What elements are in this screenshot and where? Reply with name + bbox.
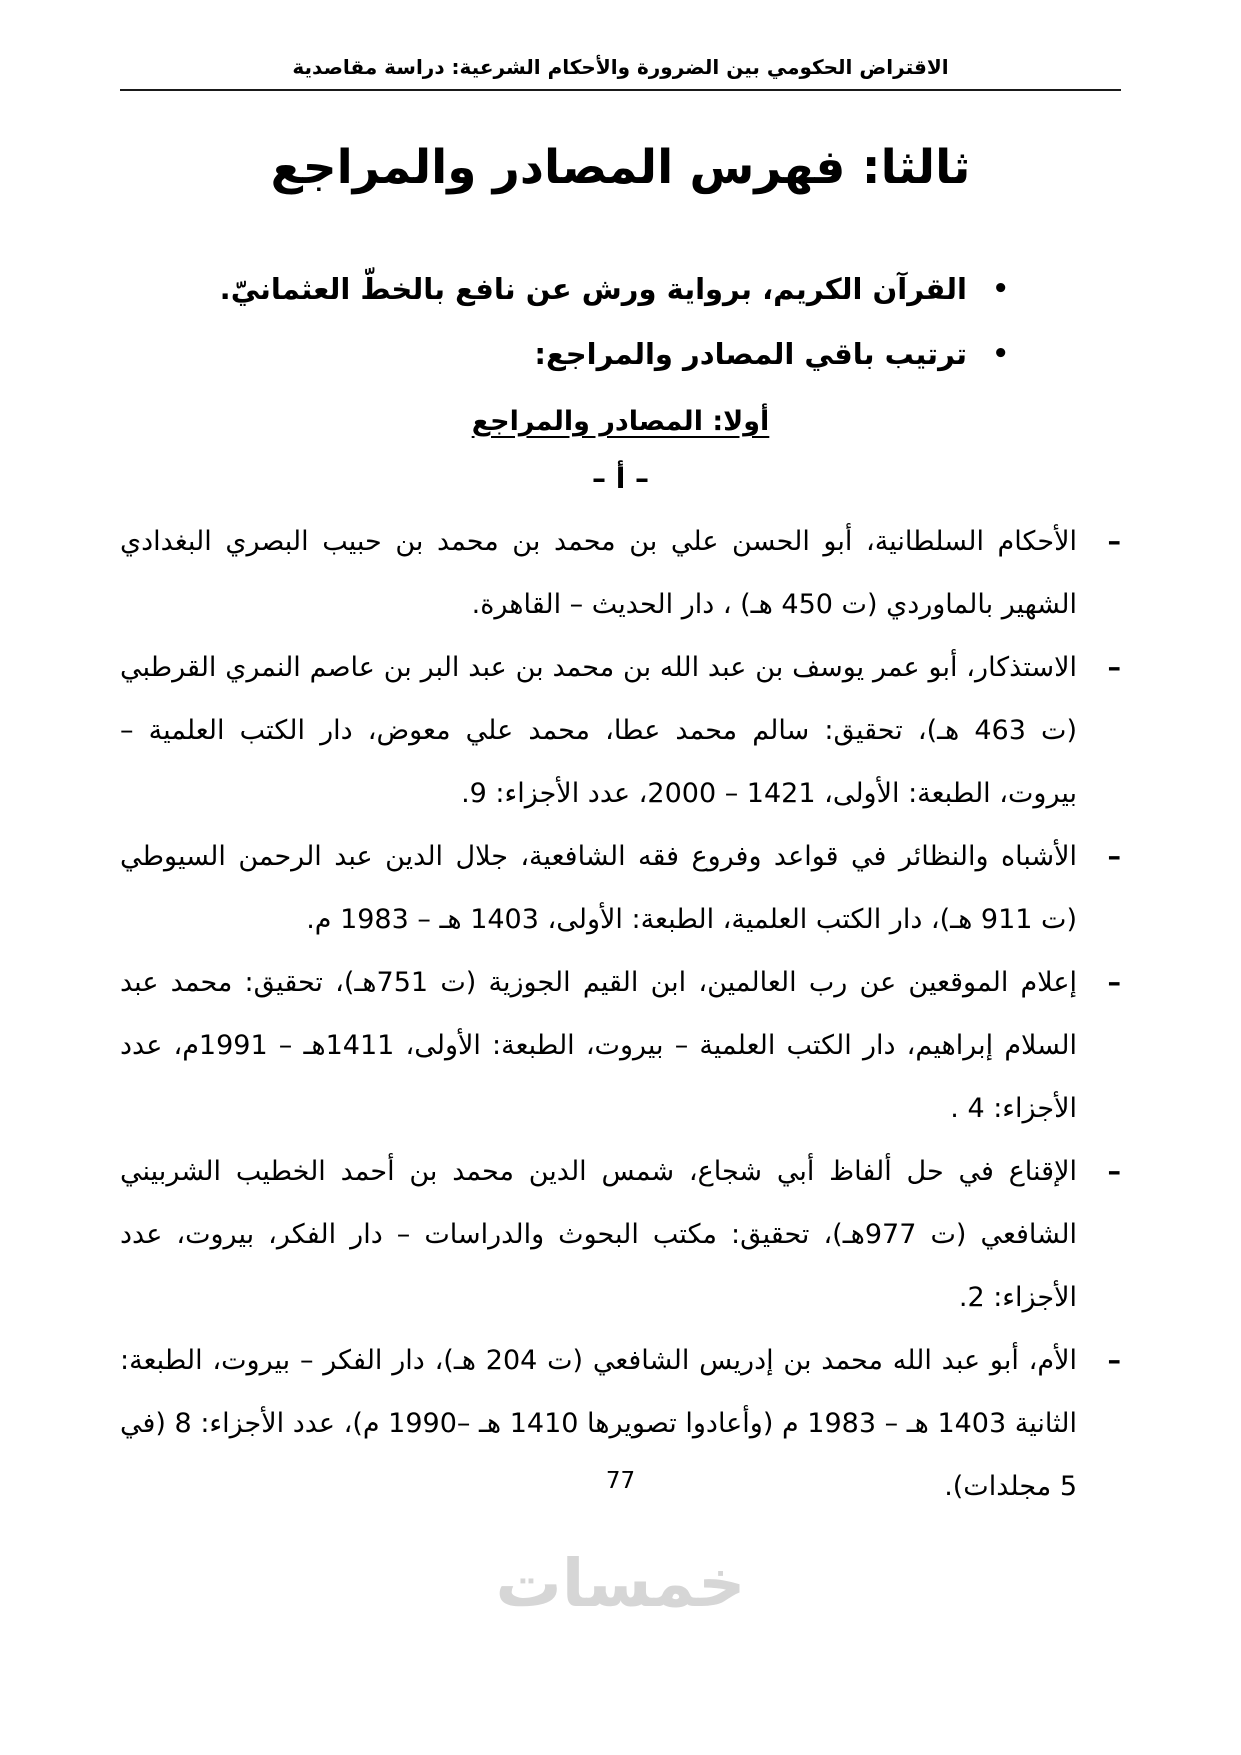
reference-item <box>120 951 1121 1140</box>
reference-item <box>120 636 1121 825</box>
bullet-list <box>120 257 1121 387</box>
dash-marker: – <box>1107 652 1121 683</box>
reference-item <box>120 825 1121 951</box>
bullet-icon: • <box>992 339 1009 369</box>
page-title: ثالثا: فهرس المصادر والمراجع <box>270 140 971 195</box>
reference-list <box>120 510 1121 1518</box>
reference-text: الاستذكار، أبو عمر يوسف بن عبد الله بن محمد بن عبد البر بن عاصم النمري القرطبي (ت 463 هـ)، تحقيق: سالم محمد عطا، محمد علي معوض، دار الكتب العلمية – بيروت، الطبعة: الأولى، 1421 – 2000، عدد الأجزاء: 9. <box>120 652 1077 809</box>
reference-item <box>120 510 1121 636</box>
bullet-text: القرآن الكريم، برواية ورش عن نافع بالخطّ العثمانيّ. <box>219 272 967 306</box>
watermark-logo: خمسات <box>495 1545 746 1622</box>
bullet-item-quran <box>120 257 1009 322</box>
reference-text: الأشباه والنظائر في قواعد وفروع فقه الشافعية، جلال الدين عبد الرحمن السيوطي (ت 911 هـ)، دار الكتب العلمية، الطبعة: الأولى، 1403 هـ – 1983 م. <box>120 841 1077 935</box>
bullet-item-ordering <box>120 322 1009 387</box>
dash-marker: – <box>1107 967 1121 998</box>
letter-divider: – أ – <box>591 462 650 495</box>
running-header-text: الاقتراض الحكومي بين الضرورة والأحكام الشرعية: دراسة مقاصدية <box>292 55 949 79</box>
section-subtitle: أولا: المصادر والمراجع <box>471 406 770 437</box>
bullet-text: ترتيب باقي المصادر والمراجع: <box>534 337 967 371</box>
reference-text: الإقناع في حل ألفاظ أبي شجاع، شمس الدين محمد بن أحمد الخطيب الشربيني الشافعي (ت 977هـ)، تحقيق: مكتب البحوث والدراسات – دار الفكر، بيروت، عدد الأجزاء: 2. <box>120 1156 1077 1313</box>
dash-marker: – <box>1107 526 1121 557</box>
dash-marker: – <box>1107 1156 1121 1187</box>
reference-text: الأم، أبو عبد الله محمد بن إدريس الشافعي (ت 204 هـ)، دار الفكر – بيروت، الطبعة: الثانية 1403 هـ – 1983 م (وأعادوا تصويرها 1410 هـ –1990 م)، عدد الأجزاء: 8 (في 5 مجلدات). <box>120 1345 1077 1502</box>
header-rule <box>120 89 1121 91</box>
bullet-icon: • <box>992 274 1009 304</box>
running-header <box>120 52 1121 91</box>
dash-marker: – <box>1107 1345 1121 1376</box>
reference-text: الأحكام السلطانية، أبو الحسن علي بن محمد بن محمد بن حبيب البصري البغدادي الشهير بالماوردي (ت 450 هـ) ، دار الحديث – القاهرة. <box>120 526 1077 620</box>
page-number: 77 <box>605 1468 636 1494</box>
reference-item <box>120 1140 1121 1329</box>
reference-text: إعلام الموقعين عن رب العالمين، ابن القيم الجوزية (ت 751هـ)، تحقيق: محمد عبد السلام إبراهيم، دار الكتب العلمية – بيروت، الطبعة: الأولى، 1411هـ – 1991م، عدد الأجزاء: 4 . <box>120 967 1077 1124</box>
dash-marker: – <box>1107 841 1121 872</box>
